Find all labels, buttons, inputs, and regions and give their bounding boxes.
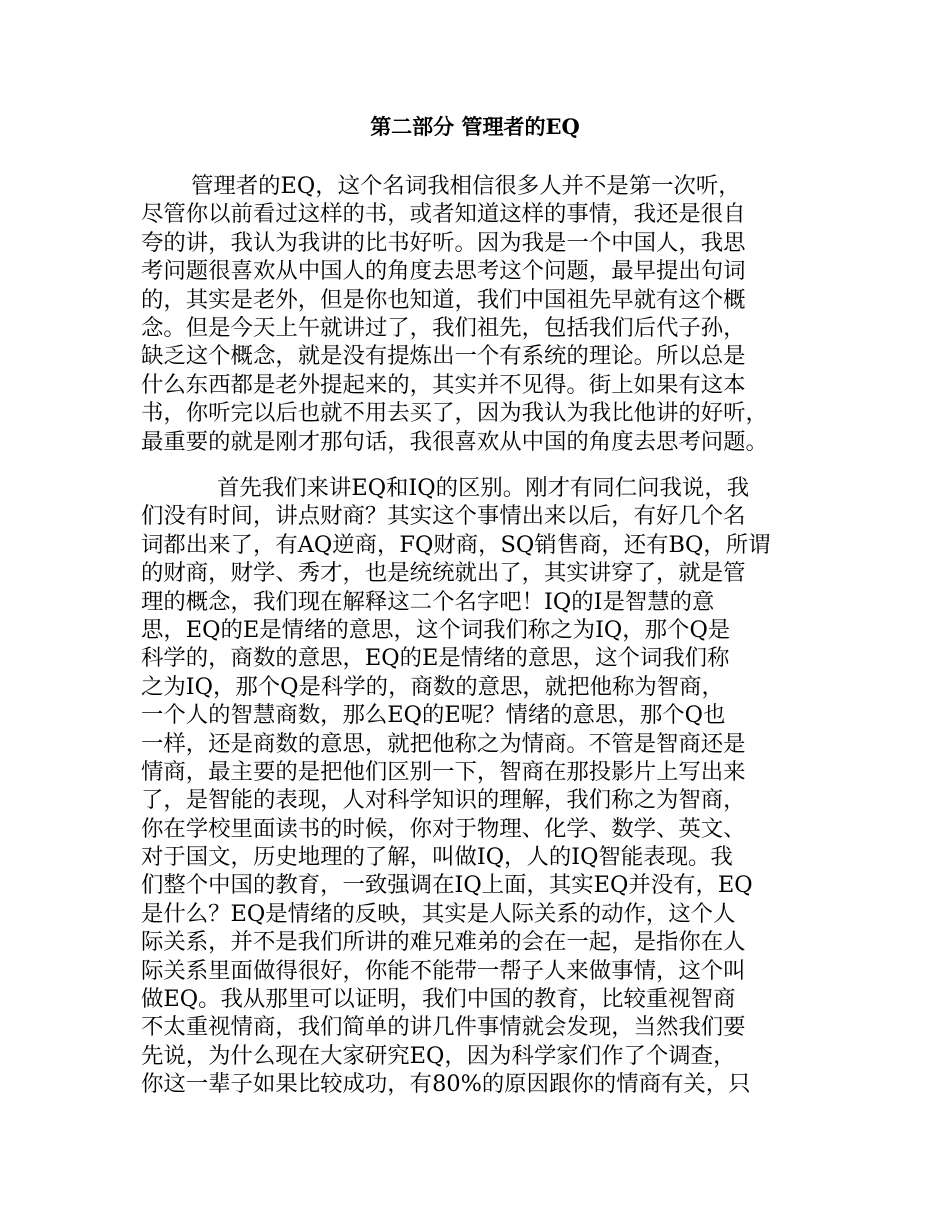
- text-line: 一个人的智慧商数，那么EQ的E呢？情绪的意思，那个Q也: [141, 702, 726, 729]
- text-line: 考问题很喜欢从中国人的角度去思考这个问题，最早提出句词: [141, 258, 746, 285]
- text-line: 的财商，财学、秀才，也是统统就出了，其实讲穿了，就是管: [141, 560, 746, 587]
- text-line: 管理者的EQ，这个名词我相信很多人并不是第一次听，: [191, 173, 741, 199]
- text-line: 做EQ。我从那里可以证明，我们中国的教育，比较重视智商: [141, 986, 736, 1013]
- text-line: 不太重视情商，我们简单的讲几件事情就会发现，当然我们要: [141, 1014, 746, 1041]
- text-line: 你在学校里面读书的时候，你对于物理、化学、数学、英文、: [141, 815, 746, 842]
- text-line: 们没有时间，讲点财商？其实这个事情出来以后，有好几个名: [141, 503, 746, 530]
- text-line: 书，你听完以后也就不用去买了，因为我认为我比他讲的好听，: [141, 400, 768, 427]
- page-title: 第二部分 管理者的EQ: [370, 114, 580, 139]
- text-line: 科学的，商数的意思，EQ的E是情绪的意思，这个词我们称: [141, 645, 730, 672]
- text-line: 首先我们来讲EQ和IQ的区别。刚才有同仁问我说，我: [217, 475, 750, 501]
- text-line: 词都出来了，有AQ逆商，FQ财商，SQ销售商，还有BQ，所谓: [141, 531, 771, 558]
- paragraph-1: [141, 172, 831, 456]
- text-line: 是什么？EQ是情绪的反映，其实是人际关系的动作，这个人: [141, 900, 736, 927]
- text-line: 的，其实是老外，但是你也知道，我们中国祖先早就有这个概: [141, 286, 746, 313]
- text-line: 思，EQ的E是情绪的意思，这个词我们称之为IQ，那个Q是: [141, 616, 731, 643]
- text-line: 你这一辈子如果比较成功，有80%的原因跟你的情商有关，只: [141, 1071, 751, 1098]
- text-line: 缺乏这个概念，就是没有提炼出一个有系统的理论。所以总是: [141, 343, 746, 370]
- text-line: 们整个中国的教育，一致强调在IQ上面，其实EQ并没有，EQ: [141, 872, 753, 899]
- text-line: 理的概念，我们现在解释这二个名字吧！IQ的I是智慧的意: [141, 588, 715, 615]
- text-line: 先说，为什么现在大家研究EQ，因为科学家们作了个调查，: [141, 1042, 736, 1069]
- text-line: 夸的讲，我认为我讲的比书好听。因为我是一个中国人，我思: [141, 229, 746, 256]
- text-line: 了，是智能的表现，人对科学知识的理解，我们称之为智商，: [141, 787, 746, 814]
- paragraph-2: [141, 474, 831, 1099]
- text-line: 际关系里面做得很好，你能不能带一帮子人来做事情，这个叫: [141, 957, 746, 984]
- text-line: 一样，还是商数的意思，就把他称之为情商。不管是智商还是: [141, 730, 746, 757]
- text-line: 最重要的就是刚才那句话，我很喜欢从中国的角度去思考问题。: [141, 428, 768, 455]
- text-line: 对于国文，历史地理的了解，叫做IQ，人的IQ智能表现。我: [141, 844, 733, 871]
- text-line: 情商，最主要的是把他们区别一下，智商在那投影片上写出来: [141, 758, 746, 785]
- text-line: 尽管你以前看过这样的书，或者知道这样的事情，我还是很自: [141, 201, 746, 228]
- text-line: 念。但是今天上午就讲过了，我们祖先，包括我们后代子孙，: [141, 314, 746, 341]
- text-line: 之为IQ，那个Q是科学的，商数的意思，就把他称为智商，: [141, 673, 724, 700]
- text-line: 什么东西都是老外提起来的，其实并不见得。街上如果有这本: [141, 371, 746, 398]
- text-line: 际关系，并不是我们所讲的难兄难弟的会在一起，是指你在人: [141, 929, 746, 956]
